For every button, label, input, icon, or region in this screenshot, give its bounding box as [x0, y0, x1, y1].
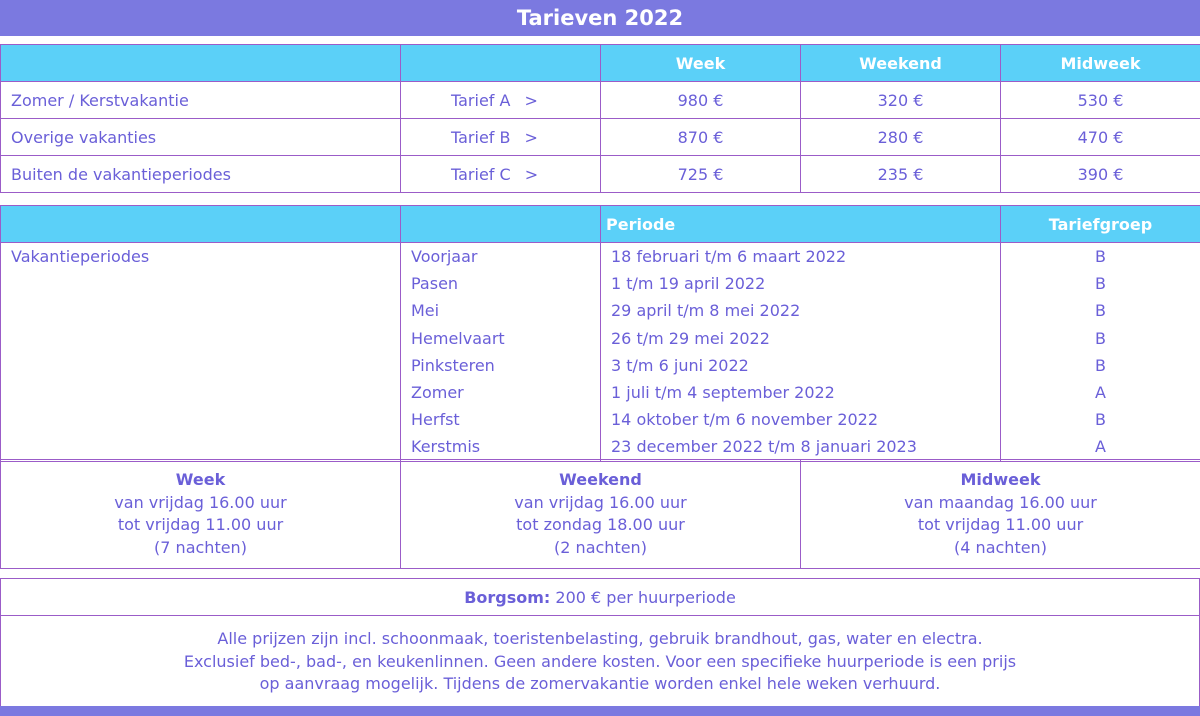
period-group: B	[1095, 247, 1106, 266]
deposit-row	[1, 579, 1200, 616]
rates-header-row	[1, 45, 1200, 82]
rate-weekend-price: 235 €	[801, 156, 1001, 193]
periods-label: Vakantieperiodes	[11, 247, 150, 266]
period-name: Zomer	[411, 382, 464, 402]
rate-row-b	[1, 119, 1200, 156]
rate-name: Zomer / Kerstvakantie	[1, 82, 401, 119]
rates-header-blank-2	[401, 45, 601, 82]
period-dates-cell	[601, 243, 1001, 462]
period-dates: 1 juli t/m 4 september 2022	[611, 382, 835, 402]
page-title: Tarieven 2022	[0, 0, 1200, 36]
period-dates: 18 februari t/m 6 maart 2022	[611, 247, 847, 266]
info-table	[0, 578, 1200, 709]
period-name: Pasen	[411, 274, 459, 294]
stay-nights: (2 nachten)	[554, 537, 647, 557]
periods-header-blank-1	[1, 206, 401, 243]
period-group: B	[1095, 328, 1106, 348]
tarief-label: Tarief C	[451, 164, 511, 184]
period-name: Pinksteren	[411, 355, 495, 375]
period-group: B	[1095, 410, 1106, 430]
deposit-label: Borgsom:	[464, 587, 551, 607]
period-name: Hemelvaart	[411, 328, 505, 348]
rates-header-blank-1	[1, 45, 401, 82]
period-dates: 1 t/m 19 april 2022	[611, 274, 766, 294]
rate-row-c	[1, 156, 1200, 193]
periods-header-periode: Periode	[601, 206, 1001, 243]
rates-table	[0, 44, 1200, 193]
stay-from: van vrijdag 16.00 uur	[114, 492, 287, 512]
period-dates: 29 april t/m 8 mei 2022	[611, 301, 801, 321]
period-group: B	[1095, 355, 1106, 375]
rates-header-weekend: Weekend	[801, 45, 1001, 82]
rate-row-a	[1, 82, 1200, 119]
arrow-icon: >	[524, 127, 538, 147]
rate-tarief	[401, 119, 601, 156]
notes-row	[1, 616, 1200, 709]
notes-cell	[1, 616, 1200, 709]
period-names-cell	[401, 243, 601, 462]
rate-week-price: 870 €	[601, 119, 801, 156]
stay-title: Midweek	[960, 470, 1041, 489]
tarief-label: Tarief A	[451, 90, 511, 110]
periods-header-tariefgroep: Tariefgroep	[1001, 206, 1200, 243]
stay-to: tot vrijdag 11.00 uur	[917, 515, 1084, 534]
period-dates: 23 december 2022 t/m 8 januari 2023	[611, 437, 917, 457]
periods-body-row	[1, 243, 1200, 462]
period-group: B	[1095, 274, 1106, 294]
stay-types-row	[1, 460, 1200, 569]
note-line: op aanvraag mogelijk. Tijdens de zomervakantie worden enkel hele weken verhuurd.	[259, 674, 941, 694]
bottom-bar	[0, 706, 1200, 716]
period-name: Voorjaar	[411, 247, 478, 266]
period-group: A	[1095, 437, 1106, 457]
period-group: A	[1095, 382, 1106, 402]
stay-types-table	[0, 459, 1200, 569]
stay-to: tot zondag 18.00 uur	[516, 515, 685, 534]
stay-nights: (4 nachten)	[954, 537, 1047, 557]
rates-header-week: Week	[601, 45, 801, 82]
arrow-icon: >	[524, 164, 539, 184]
stay-week	[1, 460, 401, 569]
period-name: Mei	[411, 301, 440, 321]
rate-tarief	[401, 82, 601, 119]
rate-week-price: 980 €	[601, 82, 801, 119]
stay-to: tot vrijdag 11.00 uur	[117, 515, 284, 534]
rate-weekend-price: 320 €	[801, 82, 1001, 119]
period-groups-cell	[1001, 243, 1200, 462]
stay-title: Weekend	[559, 470, 642, 489]
rate-midweek-price: 390 €	[1001, 156, 1200, 193]
stay-title: Week	[175, 470, 226, 489]
stay-from: van maandag 16.00 uur	[904, 492, 1097, 512]
note-line: Alle prijzen zijn incl. schoonmaak, toeristenbelasting, gebruik brandhout, gas, water en electra.	[217, 629, 983, 649]
periods-table	[0, 205, 1200, 462]
arrow-icon: >	[524, 90, 538, 110]
rate-name: Overige vakanties	[1, 119, 401, 156]
period-name: Kerstmis	[411, 437, 481, 457]
note-line: Exclusief bed-, bad-, en keukenlinnen. Geen andere kosten. Voor een specifieke huurperiode is een prijs	[183, 651, 1017, 671]
tarief-label: Tarief B	[451, 127, 511, 147]
stay-nights: (7 nachten)	[154, 537, 247, 557]
period-group: B	[1095, 301, 1106, 321]
rate-weekend-price: 280 €	[801, 119, 1001, 156]
period-name: Herfst	[411, 410, 460, 430]
period-dates: 3 t/m 6 juni 2022	[611, 355, 749, 375]
deposit-text: 200 € per huurperiode	[550, 587, 736, 607]
period-dates: 26 t/m 29 mei 2022	[611, 328, 770, 348]
period-dates: 14 oktober t/m 6 november 2022	[611, 410, 879, 430]
periods-label-cell	[1, 243, 401, 462]
periods-header-row	[1, 206, 1200, 243]
deposit-cell	[1, 579, 1200, 616]
rate-name: Buiten de vakantieperiodes	[1, 156, 401, 193]
rate-midweek-price: 530 €	[1001, 82, 1200, 119]
rate-week-price: 725 €	[601, 156, 801, 193]
rates-header-midweek: Midweek	[1001, 45, 1200, 82]
rate-midweek-price: 470 €	[1001, 119, 1200, 156]
periods-header-blank-2	[401, 206, 601, 243]
stay-midweek	[801, 460, 1200, 569]
rate-tarief	[401, 156, 601, 193]
stay-from: van vrijdag 16.00 uur	[514, 492, 687, 512]
stay-weekend	[401, 460, 801, 569]
